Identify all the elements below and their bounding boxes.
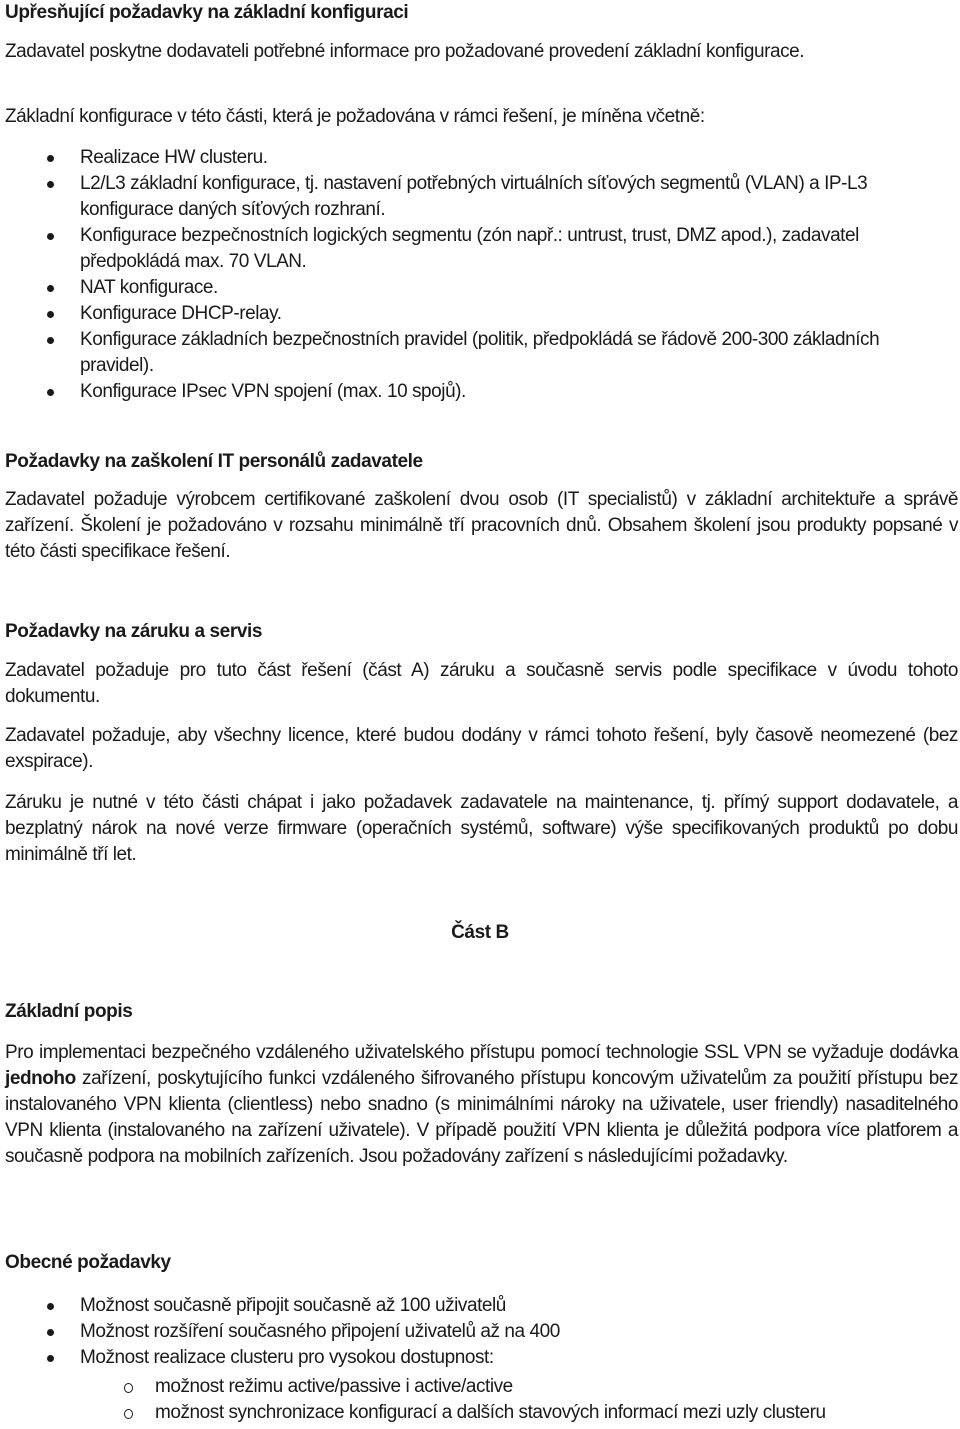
list-item: NAT konfigurace.	[5, 275, 930, 301]
emphasized-text: jednoho	[5, 1068, 76, 1089]
paragraph	[5, 1040, 958, 1170]
section-heading-basic-config: Upřesňující požadavky na základní konfiguraci	[5, 2, 409, 23]
list-item: Konfigurace DHCP-relay.	[5, 301, 930, 327]
list-item: L2/L3 základní konfigurace, tj. nastavení potřebných virtuálních síťových segmentů (VLAN) a IP-L3 konfigurace daných síťových rozhraní.	[5, 171, 930, 223]
section-heading-training: Požadavky na zaškolení IT personálů zadavatele	[5, 451, 423, 472]
paragraph: Zadavatel poskytne dodavateli potřebné informace pro požadované provedení základní konfigurace.	[5, 41, 805, 62]
section-heading-basic-description: Základní popis	[5, 1001, 133, 1022]
list-item: Možnost realizace clusteru pro vysokou dostupnost:	[5, 1345, 958, 1371]
list-item: Konfigurace IPsec VPN spojení (max. 10 spojů).	[5, 379, 930, 405]
paragraph: Zadavatel požaduje výrobcem certifikované zaškolení dvou osob (IT specialistů) v základní architektuře a správě zařízení. Školení je požadováno v rozsahu minimálně tří pracovních dnů. Obsahem školení jsou produkty popsané v této části specifikace řešení.	[5, 489, 958, 562]
section-heading-general-requirements: Obecné požadavky	[5, 1252, 171, 1273]
paragraph: Záruku je nutné v této části chápat i jako požadavek zadavatele na maintenance, tj. přímý support dodavatele, a bezplatný nárok na nové verze firmware (operačních systémů, software) výše specifikovaných produktů po dobu minimálně tří let.	[5, 792, 958, 865]
sub-list-item: možnost synchronizace konfigurací a dalších stavových informací mezi uzly clusteru	[5, 1400, 958, 1426]
list-item: Realizace HW clusteru.	[5, 145, 930, 171]
paragraph: Zadavatel požaduje pro tuto část řešení (část A) záruku a současně servis podle specifikace v úvodu tohoto dokumentu.	[5, 660, 958, 707]
paragraph: Zadavatel požaduje, aby všechny licence, které budou dodány v rámci tohoto řešení, byly časově neomezené (bez exspirace).	[5, 725, 958, 772]
text-run: Pro implementaci bezpečného vzdáleného uživatelského přístupu pomocí technologie SSL VPN se vyžaduje dodávka	[5, 1042, 958, 1063]
list-item: Konfigurace základních bezpečnostních pravidel (politik, předpokládá se řádově 200-300 základních pravidel).	[5, 327, 930, 379]
cluster-sub-list	[5, 1374, 958, 1426]
config-bullet-list	[5, 145, 930, 405]
list-item: Možnost rozšíření současného připojení uživatelů až na 400	[5, 1319, 958, 1345]
text-run: zařízení, poskytujícího funkci vzdáleného šifrovaného přístupu koncovým uživatelům za použití přístupu bez instalovaného VPN klienta (clientless) nebo snadno (s minimálními nároky na uživatele, user friendly) nasaditelného VPN klienta (instalovaného na zařízení uživatele). V případě použití VPN klienta je důležitá podpora více platforem a současně podpora na mobilních zařízeních. Jsou požadovány zařízení s následujícími požadavky.	[5, 1068, 958, 1167]
paragraph: Základní konfigurace v této části, která je požadována v rámci řešení, je míněna včetně:	[5, 106, 705, 127]
general-requirements-list	[5, 1293, 958, 1371]
sub-list-item: možnost režimu active/passive i active/active	[5, 1374, 958, 1400]
list-item: Konfigurace bezpečnostních logických segmentu (zón např.: untrust, trust, DMZ apod.), zadavatel předpokládá max. 70 VLAN.	[5, 223, 930, 275]
section-heading-warranty: Požadavky na záruku a servis	[5, 621, 263, 642]
part-b-title: Část B	[451, 922, 509, 943]
list-item: Možnost současně připojit současně až 100 uživatelů	[5, 1293, 958, 1319]
